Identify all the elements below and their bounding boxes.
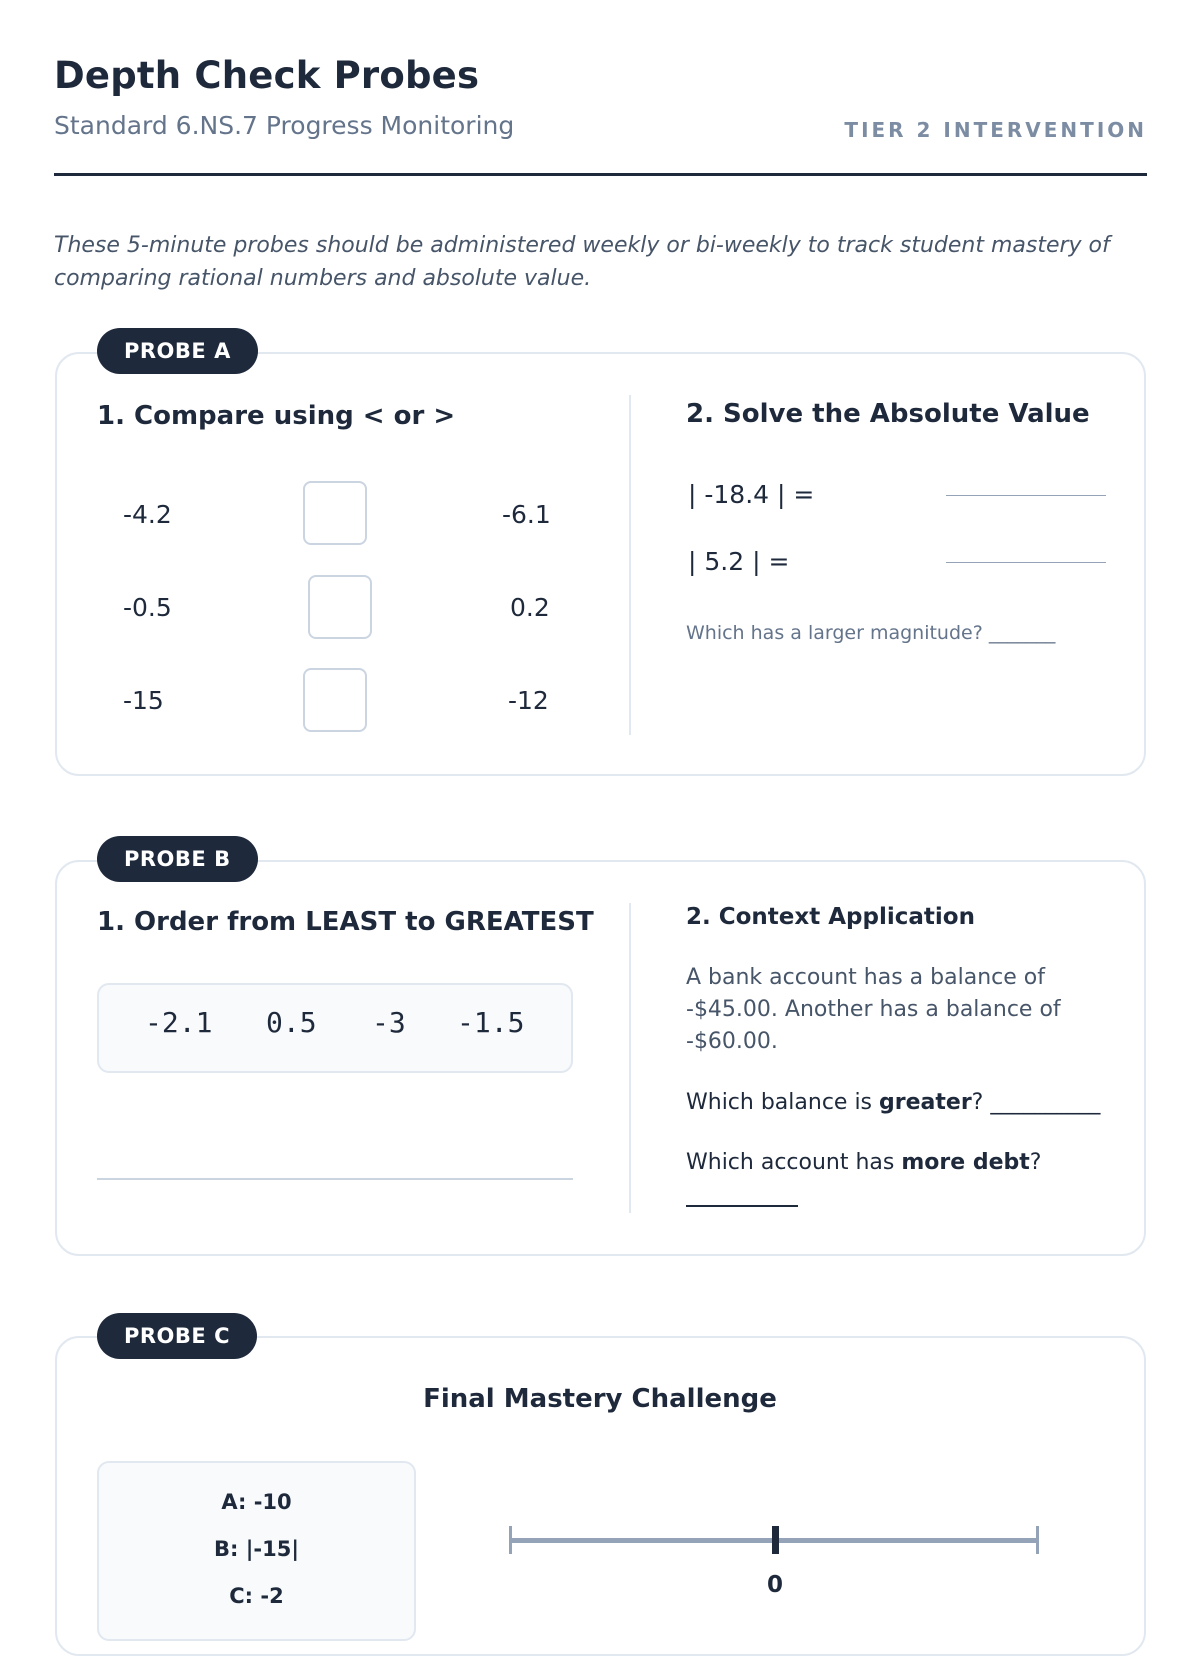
compare-right-1: -6.1 (502, 500, 551, 529)
number-line-zero-tick (772, 1526, 779, 1554)
compare-right-3: -12 (508, 686, 549, 715)
compare-left-3: -15 (123, 686, 164, 715)
number-line-left-cap (509, 1526, 512, 1554)
order-number-4: -1.5 (457, 1006, 525, 1039)
tier-label: TIER 2 INTERVENTION (844, 118, 1147, 142)
probe-a-label: PROBE A (97, 328, 258, 374)
page-subtitle: Standard 6.NS.7 Progress Monitoring (54, 111, 515, 140)
probe-c-label: PROBE C (97, 1313, 257, 1359)
order-number-3: -3 (372, 1006, 406, 1039)
magnitude-question: Which has a larger magnitude? _______ (686, 622, 1056, 644)
order-answer-line[interactable] (97, 1178, 573, 1180)
option-c: C: -2 (229, 1584, 284, 1608)
absolute-answer-line-1[interactable] (946, 495, 1106, 496)
compare-answer-box-1[interactable] (303, 481, 367, 545)
compare-left-1: -4.2 (123, 500, 172, 529)
compare-answer-box-2[interactable] (308, 575, 372, 639)
option-a: A: -10 (221, 1490, 292, 1514)
context-heading: 2. Context Application (686, 904, 975, 930)
order-number-2: 0.5 (266, 1006, 317, 1039)
final-challenge-heading: Final Mastery Challenge (423, 1384, 777, 1414)
intro-text: These 5-minute probes should be administered weekly or bi-weekly to track student mastery of comparing rational numbers and absolute value. (54, 233, 1110, 291)
absolute-item-1: | -18.4 | = (688, 480, 815, 509)
header-divider (54, 173, 1147, 176)
compare-right-2: 0.2 (510, 593, 550, 622)
number-line-zero-label: 0 (766, 1572, 783, 1598)
context-answer-line-2[interactable] (686, 1205, 798, 1207)
order-number-1: -2.1 (145, 1006, 213, 1039)
absolute-item-2: | 5.2 | = (688, 547, 790, 576)
context-text: A bank account has a balance of -$45.00. Another has a balance of -$60.00. (686, 965, 1061, 1054)
absolute-answer-line-2[interactable] (946, 562, 1106, 563)
option-b: B: |-15| (214, 1537, 299, 1561)
context-question-1: Which balance is greater? __________ (686, 1090, 1101, 1115)
compare-heading: 1. Compare using < or > (97, 401, 456, 431)
number-line-right-cap (1036, 1526, 1039, 1554)
compare-answer-box-3[interactable] (303, 668, 367, 732)
compare-left-2: -0.5 (123, 593, 172, 622)
order-heading: 1. Order from LEAST to GREATEST (97, 907, 594, 937)
context-question-2: Which account has more debt? (686, 1150, 1042, 1175)
page-title: Depth Check Probes (54, 54, 480, 97)
probe-b-label: PROBE B (97, 836, 258, 882)
probe-a-divider (629, 395, 631, 735)
probe-b-divider (629, 903, 631, 1213)
absolute-heading: 2. Solve the Absolute Value (686, 399, 1090, 429)
